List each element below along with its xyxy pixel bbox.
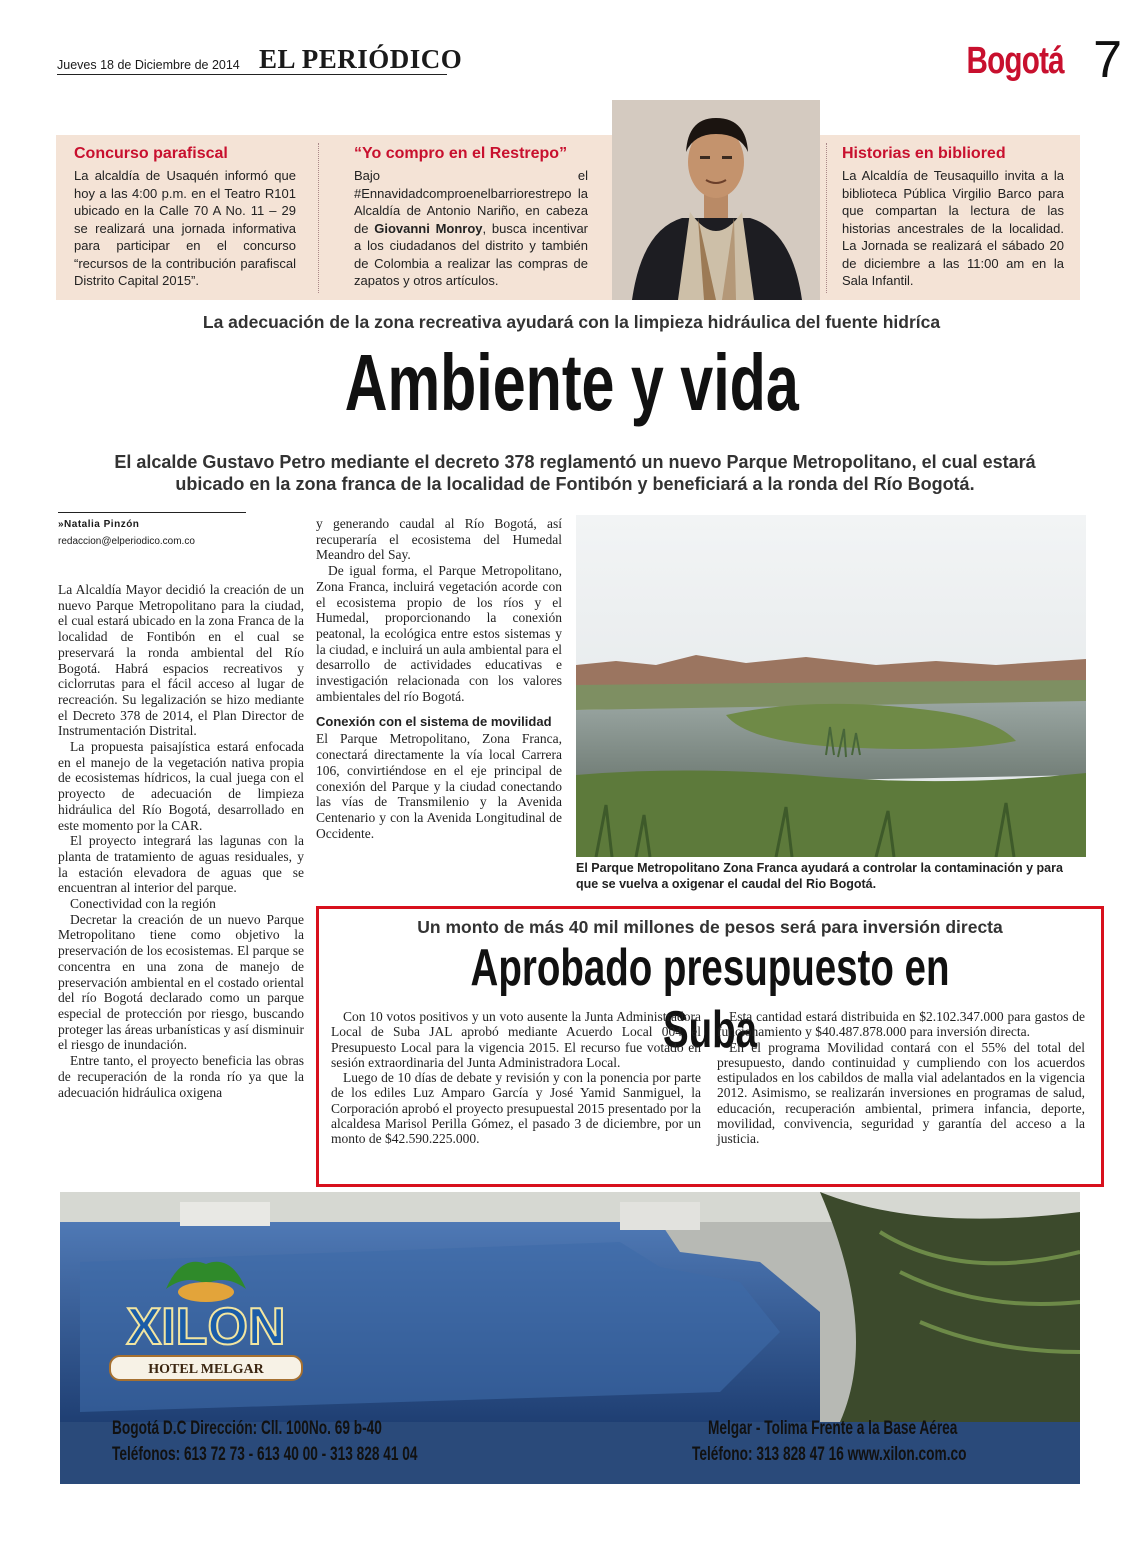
brief-title: Historias en bibliored [842,145,1006,162]
paragraph: Conectividad con la región [70,896,216,912]
article-column-1 [58,582,304,1100]
brief-divider [318,143,319,293]
paragraph: Luego de 10 días de debate y revisión y con la ponencia por parte de los ediles Luz Amparo García y José Yamid Sanmiguel, la Corporación aprobó el proyecto presupuestal 2015 presentado por la alcaldesa Marisol Perilla Gómez, el pasado 3 de diciembre, por un monto de $42.590.225.000. [331,1070,701,1147]
article-kicker: La adecuación de la zona recreativa ayudará con la limpieza hidráulica del fuente hidríca [202,312,941,332]
article-headline: Ambiente y vida [344,338,799,427]
brief-title: “Yo compro en el Restrepo” [354,145,568,162]
article-subhead: Conexión con el sistema de movilidad [316,714,552,730]
boxed-kicker: Un monto de más 40 mil millones de pesos será para inversión directa [417,917,1003,937]
byline-rule [58,512,246,513]
paragraph: Entre tanto, el proyecto beneficia las obras de recuperación de la ronda río ya que la adecuación hidráulica oxigena [58,1053,304,1100]
newspaper-brand: EL PERIÓDICO [259,44,463,74]
ad-phones-bogota: Teléfonos: 613 72 73 - 613 40 00 - 313 828 41 04 [112,1444,418,1465]
brief-bibliored [842,145,1064,290]
boxed-article [316,906,1104,1187]
brief-concurso [74,145,296,290]
briefs-strip [56,135,1080,300]
brief-title: Concurso parafiscal [74,145,228,162]
logo-subtext: HOTEL MELGAR [148,1362,264,1377]
brief-text: Bajo el #Ennavidadcomproenelbarriorestrepo la Alcaldía de Antonio Nariño, en cabeza de Giovanni Monroy, busca incentivar a los ciudadanos del distrito y también de Colombia a realizar las compras de zapatos y otros artículos. [354,168,588,288]
author-name: »Natalia Pinzón [58,519,140,530]
boxed-column-2 [717,1009,1085,1147]
photo-caption: El Parque Metropolitano Zona Franca ayudará a controlar la contaminación y para que se vuelva a oxigenar el caudal del Rio Bogotá. [576,861,1063,891]
paragraph: Decretar la creación de un nuevo Parque Metropolitano tiene como objetivo la preservación de los ecosistemas. El parque se concentra en una zona de manejo de preservación ambiental en el costado oriental del río Bogotá declarado como un parque especial de protección por riesgo, buscando proteger las áreas urbanísticas y así disminuir el riesgo de inundación. [58,911,304,1053]
logo-text: XILON [126,1298,286,1356]
ad-contact-info [60,1418,1080,1498]
park-landscape-illustration [576,515,1086,857]
paragraph: El Parque Metropolitano, Zona Franca, conectará directamente la vía local Carrera 106, convirtiéndose en el eje principal de conexión del Parque y la ciudad conectando las vías de Transmilenio y la Avenida Centenario y con la Avenida Longitudinal de Occidente. [316,731,562,841]
article-standfirst: El alcalde Gustavo Petro mediante el decreto 378 reglamentó un nuevo Parque Metropolitano, el cual estará ubicado en la zona franca de la localidad de Fontibón y beneficiará a la ronda del Río Bogotá. [114,452,1036,494]
ad-address-melgar: Melgar - Tolima Frente a la Base Aérea [708,1418,958,1439]
xilon-logo [66,1244,346,1394]
portrait-illustration [612,100,820,300]
park-photo [576,515,1086,857]
boxed-headline: Aprobado presupuesto en Suba [470,939,950,1059]
page-number: 7 [1093,31,1122,89]
author-email: redaccion@elperiodico.com.co [58,536,195,547]
paragraph: Esta cantidad estará distribuida en $2.102.347.000 para gastos de funcionamiento y $40.487.878.000 para inversión directa. [717,1009,1085,1040]
paragraph: El proyecto integrará las lagunas con la planta de tratamiento de aguas residuales, y la estación elevadora de aguas que se encuentran al interior del parque. [58,833,304,896]
paragraph: Con 10 votos positivos y un voto ausente la Junta Administradora Local de Suba JAL aprobó mediante Acuerdo Local 004 el Presupuesto Local para la vigencia 2015. El recurso fue votado en sesión extraordinaria del Junta Administradora Local. [331,1009,701,1070]
paragraph: De igual forma, el Parque Metropolitano, Zona Franca, incluirá vegetación acorde con el ecosistema propio de los ríos y el Humedal, proporcionando la conexión peatonal, la ecológica entre estos sistemas y la ciudad, e incluirá un aula ambiental para el desarrollo de actividades educativas e investigación relacionada con los valores ambientales del río Bogotá. [316,563,562,704]
article-column-2 [316,516,562,841]
paragraph: La propuesta paisajística estará enfocada en el manejo de la vegetación nativa propia de ecosistemas hídricos, la cual juega con el proyecto de adecuación de limpieza hidráulica del Río Bogotá, desarrollado en este momento por la CAR. [58,739,304,833]
paragraph: y generando caudal al Río Bogotá, así recuperaría el ecosistema del Humedal Meandro del Say. [316,516,562,563]
portrait-photo [612,100,820,300]
brief-text: La Alcaldía de Teusaquillo invita a la biblioteca Pública Virgilio Barco para que compartan la lectura de las historias ancestrales de la localidad. La Jornada se realizará el sábado 20 de diciembre a las 11:00 am en la Sala Infantil. [842,168,1064,288]
header-rule [57,74,447,75]
byline [58,512,246,547]
brief-restrepo [354,145,588,290]
ad-address-bogota: Bogotá D.C Dirección: Cll. 100No. 69 b-40 [112,1418,382,1439]
section-title: Bogotá [966,40,1064,82]
page-header [57,30,1122,90]
paragraph: En el programa Movilidad contará con el 55% del total del presupuesto, dando continuidad y cumpliendo con los acuerdos estipulados en los cabildos de malla vial adelantados en la vigencia 2012. Asimismo, se realizarán inversiones en programas de salud, educación, recuperación ambiental, primera infancia, deporte, movilidad, convivencia, seguridad y garantía del acceso a la justicia. [717,1039,1085,1147]
brief-text: La alcaldía de Usaquén informó que hoy a las 4:00 p.m. en el Teatro R101 ubicado en la Calle 70 A No. 11 – 29 se realizará una jornada informativa para participar en el concurso “recursos de la contribución parafiscal Distrito Capital 2015”. [74,168,296,288]
brief-divider [826,143,827,293]
paragraph: La Alcaldía Mayor decidió la creación de un nuevo Parque Metropolitano para la ciudad, el cual estará ubicado en la zona Franca de la localidad de Fontibón en el cual se preservará la ronda ambiental del Río Bogotá. Habrá espacios recreativos y ciclorrutas para el fácil acceso al lugar de recreación. Su legalización se hizo mediante el Decreto 378 de 2014, el Plan Director de Instrumentación Distrital. [58,582,304,739]
boxed-column-1 [331,1009,701,1147]
ad-phone-web: Teléfono: 313 828 47 16 www.xilon.com.co [692,1444,967,1465]
issue-date: Jueves 18 de Diciembre de 2014 [57,58,240,72]
